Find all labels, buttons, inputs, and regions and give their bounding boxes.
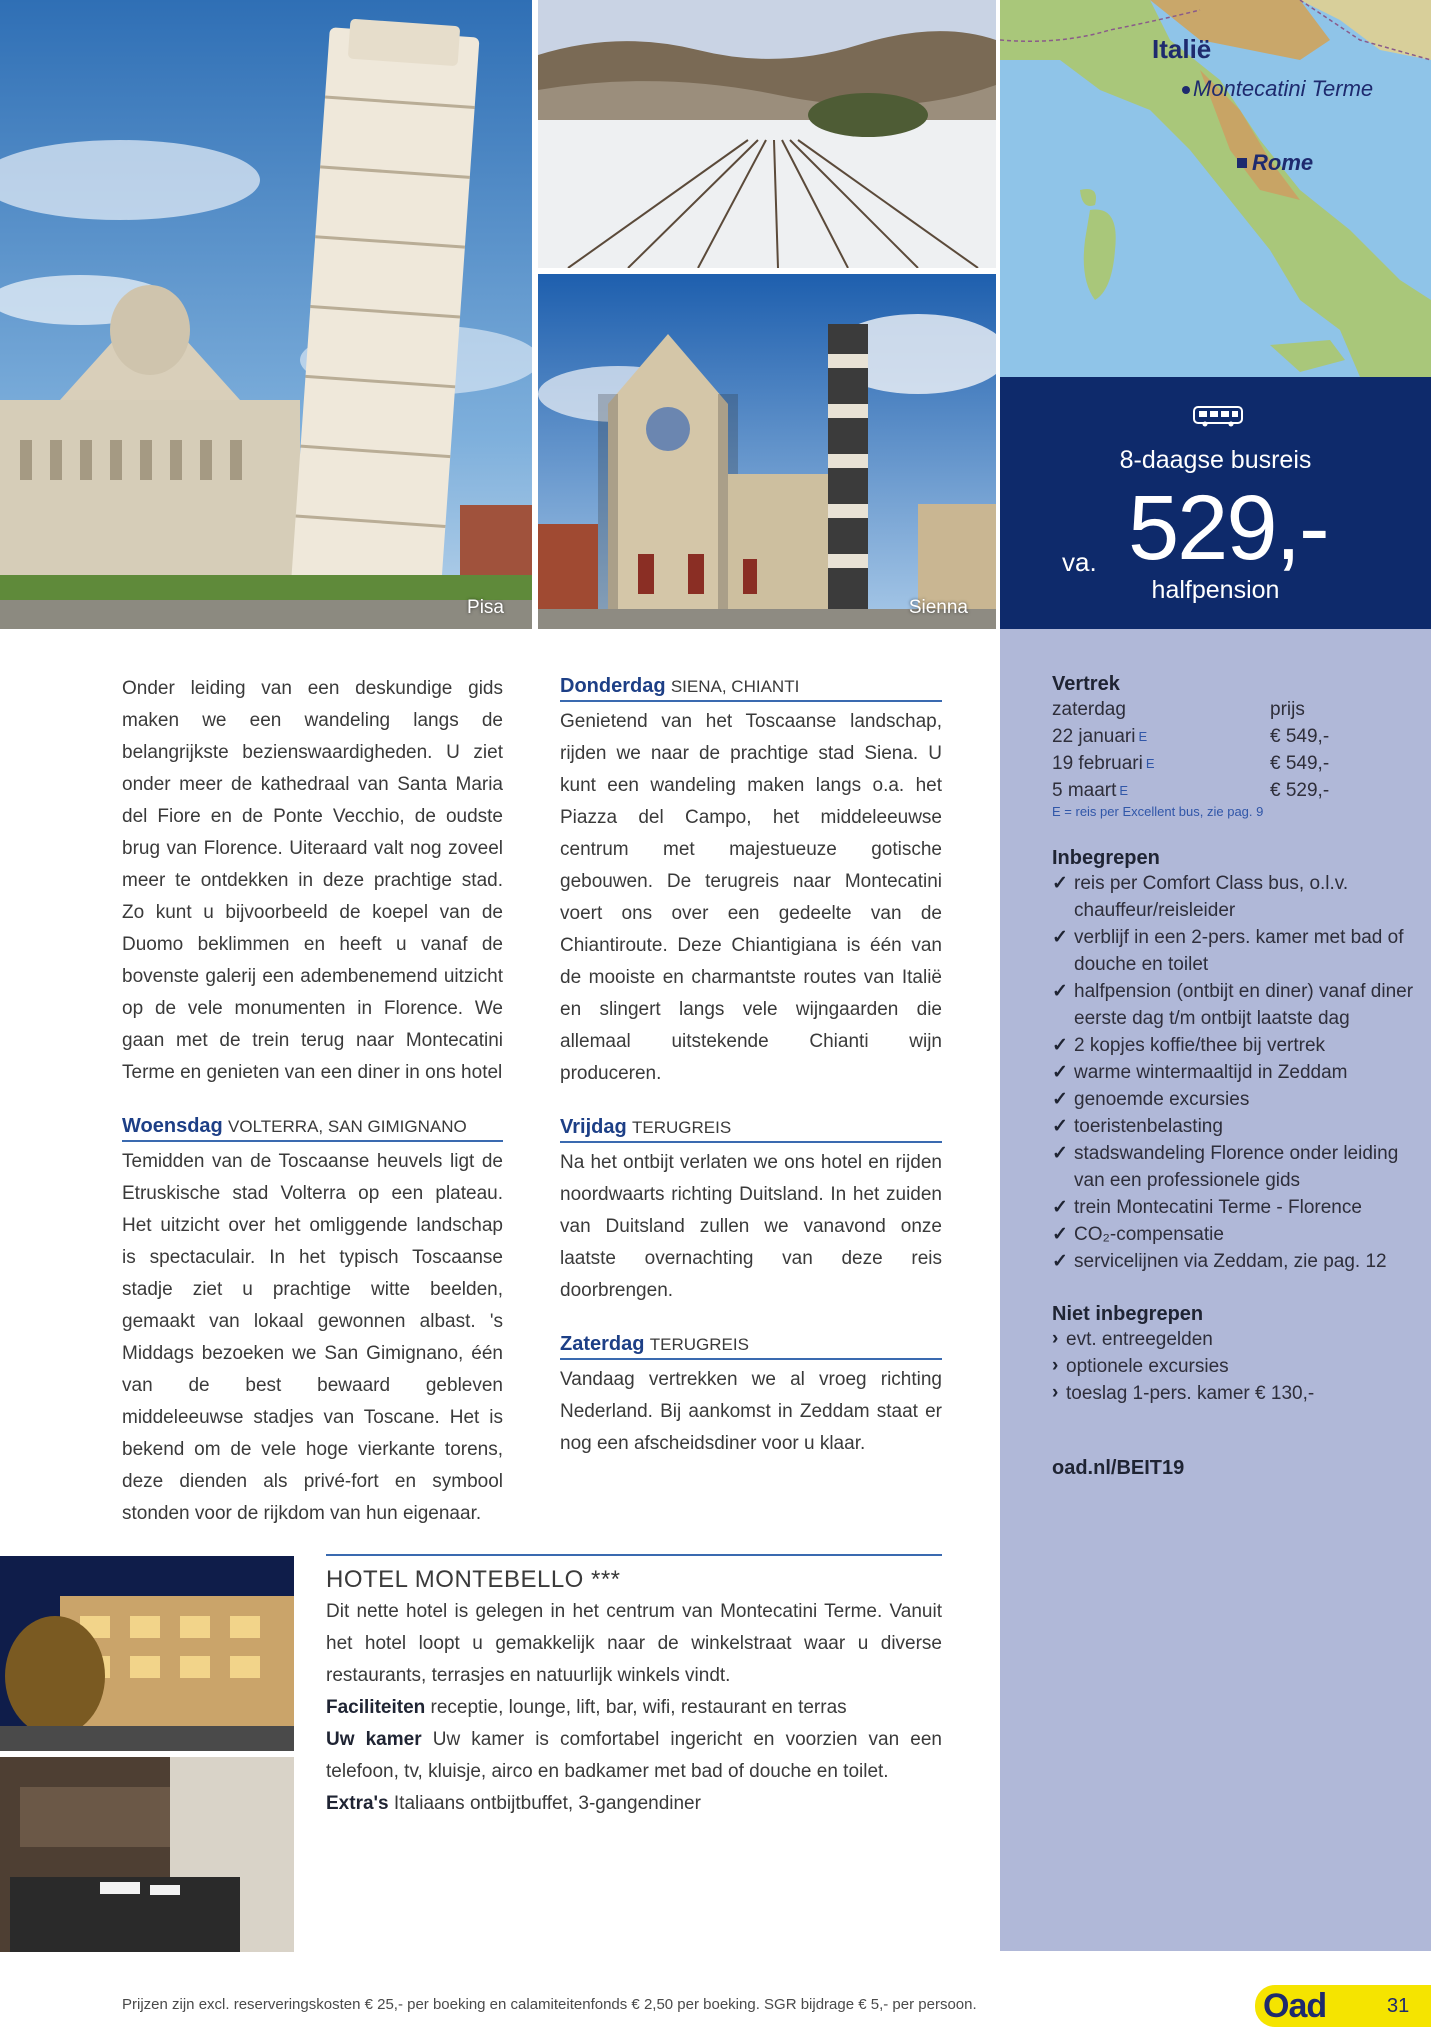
excluded-item: › toeslag 1-pers. kamer € 130,- [1052, 1380, 1422, 1407]
italy-map [1000, 0, 1431, 377]
vineyard-photo [538, 0, 996, 268]
included-list [1052, 870, 1422, 1275]
day-text: Temidden van de Toscaanse heuvels ligt de Etruskische stad Volterra op een plateau. Het uitzicht over het omliggende landschap is spectaculair. In het typisch Toscaanse stadje ziet u prachtige witte beelden, gemaakt van lokaal gewonnen albast. 's Middags bezoeken we San Gimignano, één van de best bewaard gebleven middeleeuwse stadjes van Toscane. Het is bekend om de vele hoge vierkante torens, deze dienden als privé-fort en symbool stonden voor de rijkdom van hun eigenaar. [122, 1151, 503, 1524]
included-item: ✓ verblijf in een 2-pers. kamer met bad of douche en toilet [1052, 924, 1422, 978]
included-item: ✓ warme wintermaaltijd in Zeddam [1052, 1059, 1422, 1086]
departure-price-header: prijs [1270, 699, 1305, 720]
excluded-item: › optionele excursies [1052, 1353, 1422, 1380]
day-title: TERUGREIS [631, 1118, 732, 1137]
siena-photo [538, 274, 996, 629]
day-section [560, 1114, 942, 1307]
hotel-description: Dit nette hotel is gelegen in het centrum van Montecatini Terme. Vanuit het hotel loopt u gemakkelijk naar de winkelstraat waar u diverse restaurants, terrasjes en natuurlijk winkels vindt. [326, 1601, 942, 1686]
day-name: Vrijdag [560, 1116, 627, 1138]
excellent-mark: E [1145, 756, 1155, 771]
day-name: Woensdag [122, 1115, 223, 1137]
included-item: ✓ stadswandeling Florence onder leiding van een professionele gids [1052, 1140, 1422, 1194]
board-basis: halfpension [1151, 576, 1280, 604]
excellent-mark: E [1119, 783, 1129, 798]
day-text: Vandaag vertrekken we al vroeg richting Nederland. Bij aankomst in Zeddam staat er nog een afscheidsdiner voor u klaar. [560, 1369, 942, 1454]
included-item: ✓ toeristenbelasting [1052, 1113, 1422, 1140]
hotel-section [326, 1554, 942, 1820]
page-number: 31 [1387, 1995, 1410, 2017]
day-text: Genietend van het Toscaanse landschap, rijden we naar de prachtige stad Siena. U kunt een wandeling maken langs o.a. het Piazza del Campo, het middeleeuwse centrum met majestueuze gotische gebouwen. De terugreis naar Montecatini voert ons over een gedeelte van de Chiantiroute. Deze Chiantigiana is één van de mooiste en charmantste routes van Italië en slingert langs vele wijngaarden die allemaal uitstekende Chianti wijn produceren. [560, 711, 942, 1084]
departure-date: 22 januari [1052, 726, 1136, 747]
departure-day-header: zaterdag [1052, 699, 1126, 720]
departure-row [1052, 777, 1422, 804]
excluded-list [1052, 1326, 1422, 1407]
day-name: Donderdag [560, 675, 666, 697]
hotel-title: HOTEL MONTEBELLO *** [326, 1554, 942, 1596]
day-heading [122, 1113, 503, 1142]
info-sidebar [1000, 629, 1431, 1951]
excellent-mark: E [1138, 729, 1148, 744]
room-text: Uw kamer is comfortabel ingericht en voorzien van een telefoon, tv, kluisje, airco en badkamer met bad of douche en toilet. [326, 1729, 942, 1782]
departure-row [1052, 750, 1422, 777]
facilities-label: Faciliteiten [326, 1697, 426, 1718]
day-title: VOLTERRA, SAN GIMIGNANO [228, 1117, 467, 1136]
siena-caption: Sienna [908, 597, 968, 618]
bus-icon [1193, 405, 1243, 427]
left-column [122, 673, 503, 1530]
departure-title: Vertrek [1052, 673, 1120, 695]
included-item: ✓ halfpension (ontbijt en diner) vanaf diner eerste dag t/m ontbijt laatste dag [1052, 978, 1422, 1032]
extras-text: Italiaans ontbijtbuffet, 3-gangendiner [393, 1793, 701, 1814]
departure-date: 5 maart [1052, 780, 1117, 801]
oad-logo [1255, 1985, 1431, 2027]
day-heading [560, 673, 942, 702]
map-label-montecatini: Montecatini Terme [1193, 76, 1374, 101]
day-title: SIENA, CHIANTI [670, 677, 800, 696]
departure-price: € 549,- [1270, 726, 1330, 747]
trip-type: 8-daagse busreis [1119, 446, 1312, 474]
price-box [1000, 377, 1431, 629]
day-section [560, 1331, 942, 1460]
day-heading [560, 1331, 942, 1360]
excluded-item: › evt. entreegelden [1052, 1326, 1422, 1353]
included-title: Inbegrepen [1052, 847, 1160, 869]
departure-price: € 549,- [1270, 753, 1330, 774]
departure-row [1052, 723, 1422, 750]
included-item: ✓ CO₂-compensatie [1052, 1221, 1422, 1248]
trip-link[interactable]: oad.nl/BEIT19 [1052, 1457, 1185, 1479]
day-text: Na het ontbijt verlaten we ons hotel en rijden noordwaarts richting Duitsland. In het zuiden van Duitsland zullen we vanavond onze laatste overnachting van deze reis doorbrengen. [560, 1152, 942, 1301]
day-name: Zaterdag [560, 1333, 645, 1355]
hotel-room-photo [0, 1757, 294, 1952]
extras-label: Extra's [326, 1793, 389, 1814]
departure-price: € 529,- [1270, 780, 1330, 801]
hotel-exterior-photo [0, 1556, 294, 1751]
included-item: ✓ trein Montecatini Terme - Florence [1052, 1194, 1422, 1221]
map-label-italy: Italië [1152, 34, 1212, 64]
logo-text: Oad [1263, 1987, 1327, 2025]
departure-date: 19 februari [1052, 753, 1143, 774]
included-item: ✓ 2 kopjes koffie/thee bij vertrek [1052, 1032, 1422, 1059]
included-item: ✓ genoemde excursies [1052, 1086, 1422, 1113]
day-title: TERUGREIS [649, 1335, 749, 1354]
map-label-rome: Rome [1252, 150, 1314, 175]
pisa-caption: Pisa [467, 597, 504, 618]
included-item: ✓ reis per Comfort Class bus, o.l.v. chauffeur/reisleider [1052, 870, 1422, 924]
facilities-text: receptie, lounge, lift, bar, wifi, restaurant en terras [430, 1697, 847, 1718]
price-value: 529,- [1128, 477, 1328, 579]
price-prefix: va. [1062, 547, 1097, 577]
pisa-photo [0, 0, 532, 629]
day-heading [560, 1114, 942, 1143]
room-label: Uw kamer [326, 1729, 422, 1750]
included-item: ✓ servicelijnen via Zeddam, zie pag. 12 [1052, 1248, 1422, 1275]
day-section [560, 673, 942, 1090]
excellent-note: E = reis per Excellent bus, zie pag. 9 [1052, 804, 1264, 819]
footer-note: Prijzen zijn excl. reserveringskosten € 25,- per boeking en calamiteitenfonds € 2,50 per boeking. SGR bijdrage € 5,- per persoon. [122, 1996, 977, 2013]
excluded-title: Niet inbegrepen [1052, 1303, 1204, 1325]
intro-paragraph: Onder leiding van een deskundige gids maken we een wandeling langs de belangrijkste bezienswaardigheden. U ziet onder meer de kathedraal van Santa Maria del Fiore en de Ponte Vecchio, de oudste brug van Florence. Uiteraard valt nog zoveel meer te ontdekken in deze prachtige stad. Zo kunt u bijvoorbeeld de koepel van de Duomo beklimmen en heeft u vanaf de bovenste galerij een adembenemend uitzicht op de vele monumenten in Florence. We gaan met de trein terug naar Montecatini Terme en genieten van een diner in ons hotel [122, 678, 503, 1083]
middle-column [560, 673, 942, 1460]
day-section [122, 1113, 503, 1530]
